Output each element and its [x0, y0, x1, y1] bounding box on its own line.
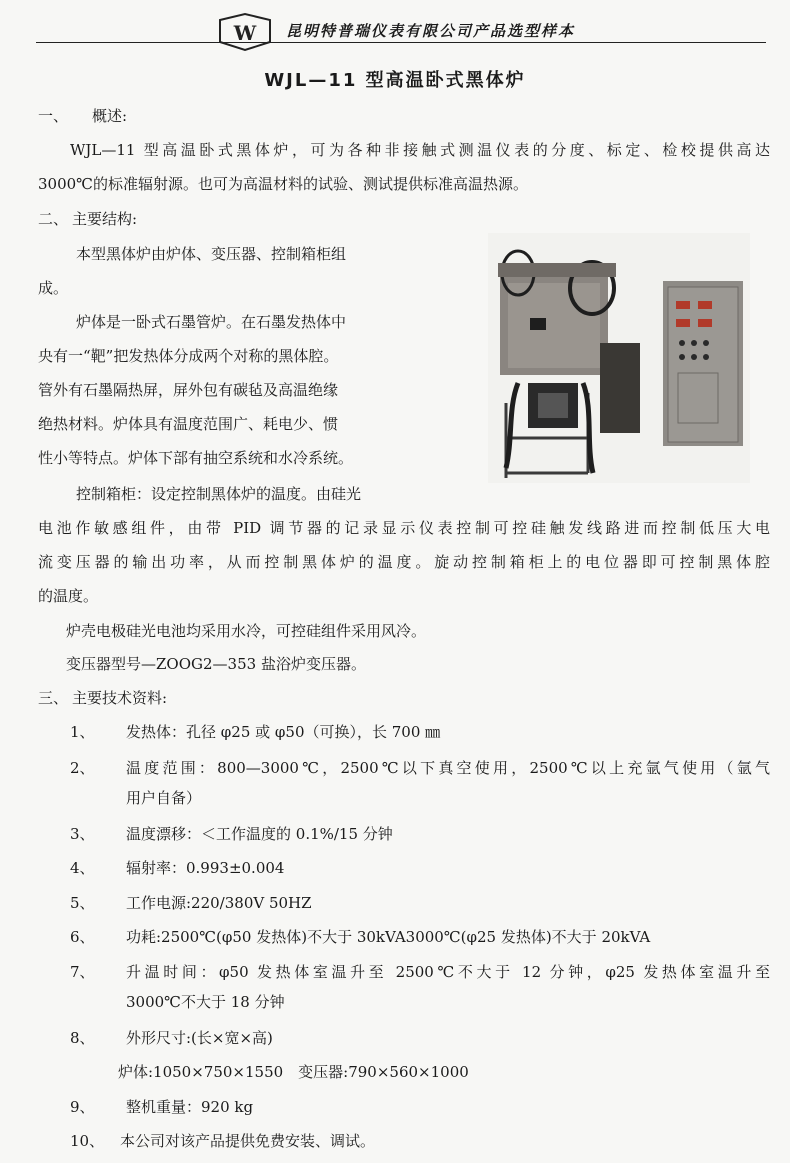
body-line: 炉壳电极硅光电池均采用水冷，可控硅组件采用风冷。 — [66, 622, 427, 640]
spec-text: 外形尺寸:(长×宽×高) — [126, 1029, 273, 1047]
company-name: 昆明特普瑞仪表有限公司产品选型样本 — [286, 22, 576, 40]
control-cabinet — [663, 281, 743, 446]
spec-num: 5、 — [70, 894, 95, 912]
body-line: 管外有石墨隔热屏，屏外包有碳毡及高温绝缘 — [38, 381, 339, 399]
body-line: 绝热材料。炉体具有温度范围广、耗电少、惯 — [38, 415, 339, 433]
spec-text: 辐射率：0.993±0.004 — [126, 859, 285, 877]
page-title: WJL—11 型高温卧式黑体炉 — [264, 70, 526, 91]
body-line: 成。 — [38, 279, 69, 297]
body-line: 3000℃的标准辐射源。也可为高温材料的试验、测试提供标准高温热源。 — [38, 175, 528, 193]
body-line: 控制箱柜：设定控制黑体炉的温度。由硅光 — [76, 485, 362, 503]
section-heading: 主要技术资料: — [72, 689, 168, 707]
section-heading-num: 一、 — [38, 107, 69, 125]
spec-num: 1、 — [70, 723, 95, 741]
body-line: 本型黑体炉由炉体、变压器、控制箱柜组 — [76, 245, 347, 263]
spec-text: 升温时间：φ50 发热体室温升至 2500℃不大于 12 分钟，φ25 发热体室温升至 — [126, 963, 770, 981]
furnace-body — [498, 251, 616, 375]
spec-text: 整机重量：920 kg — [126, 1098, 254, 1116]
section-heading-num: 二、 — [38, 210, 69, 228]
body-line: 性小等特点。炉体下部有抽空系统和水冷系统。 — [38, 449, 354, 467]
spec-num: 9、 — [70, 1098, 95, 1116]
spec-text: 发热体：孔径 φ25 或 φ50（可换），长 700 ㎜ — [126, 723, 441, 741]
spec-text: 温度漂移：＜工作温度的 0.1%/15 分钟 — [126, 825, 393, 843]
section-heading: 主要结构: — [72, 210, 138, 228]
spec-num: 6、 — [70, 928, 95, 946]
spec-num: 10、 — [70, 1132, 105, 1150]
spec-text: 温度范围：800—3000℃，2500℃以下真空使用，2500℃以上充氩气使用（氩气 — [126, 759, 770, 777]
logo-letter: W — [233, 21, 257, 45]
page-header — [36, 8, 766, 48]
spec-num: 4、 — [70, 859, 95, 877]
spec-text-cont: 炉体:1050×750×1550 变压器:790×560×1000 — [118, 1063, 469, 1081]
body-line: 流变压器的输出功率，从而控制黑体炉的温度。旋动控制箱柜上的电位器即可控制黑体腔 — [38, 553, 770, 571]
spec-num: 3、 — [70, 825, 95, 843]
side-tank — [600, 343, 640, 433]
section-heading-num: 三、 — [38, 689, 69, 707]
body-line: 变压器型号—ZOOG2—353 盐浴炉变压器。 — [66, 655, 366, 673]
spec-text: 工作电源:220/380V 50HZ — [126, 894, 312, 912]
spec-text: 本公司对该产品提供免费安装、调试。 — [120, 1132, 376, 1150]
header-rule — [36, 42, 766, 43]
body-line: 的温度。 — [38, 587, 99, 605]
spec-num: 7、 — [70, 963, 95, 981]
spec-num: 8、 — [70, 1029, 95, 1047]
body-line: WJL—11 型高温卧式黑体炉，可为各种非接触式测温仪表的分度、标定、检校提供高达 — [70, 141, 770, 159]
section-heading: 概述: — [92, 107, 128, 125]
spec-num: 2、 — [70, 759, 95, 777]
body-line: 炉体是一卧式石墨管炉。在石墨发热体中 — [76, 313, 347, 331]
body-line: 央有一“靶”把发热体分成两个对称的黑体腔。 — [38, 347, 339, 365]
spec-text-cont: 3000℃不大于 18 分钟 — [126, 993, 285, 1011]
spec-text-cont: 用户自备） — [126, 789, 202, 807]
company-logo — [216, 12, 274, 52]
body-line: 电池作敏感组件，由带 PID 调节器的记录显示仪表控制可控硅触发线路进而控制低压大电 — [38, 519, 770, 537]
product-photo — [488, 233, 750, 483]
spec-text: 功耗:2500℃(φ50 发热体)不大于 30kVA3000℃(φ25 发热体)不大于 20kVA — [126, 928, 651, 946]
